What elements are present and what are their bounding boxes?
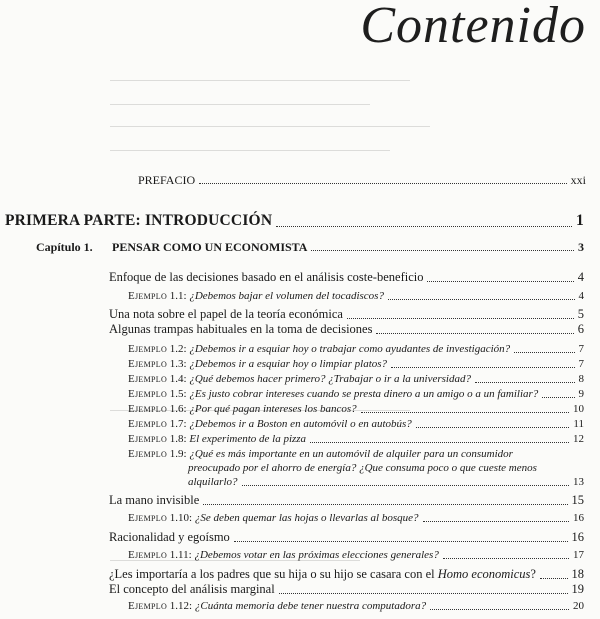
leader-dots bbox=[203, 504, 567, 505]
toc-part[interactable] bbox=[5, 213, 584, 229]
toc-section[interactable]: La mano invisible 15 bbox=[109, 493, 584, 507]
toc-example[interactable]: Ejemplo 1.8: El experimento de la pizza 12 bbox=[128, 433, 584, 445]
toc-page: 1 bbox=[576, 212, 584, 229]
leader-dots bbox=[347, 318, 574, 319]
toc-chapter[interactable] bbox=[36, 241, 584, 253]
leader-dots bbox=[416, 427, 570, 428]
toc-example[interactable]: Ejemplo 1.1: ¿Debemos bajar el volumen del tocadiscos? 4 bbox=[128, 290, 584, 302]
leader-dots bbox=[199, 183, 567, 184]
leader-dots bbox=[311, 250, 574, 251]
leader-dots bbox=[234, 541, 568, 542]
toc-preface[interactable] bbox=[138, 174, 586, 186]
leader-dots bbox=[427, 281, 573, 282]
leader-dots bbox=[310, 442, 569, 443]
toc-label: PRIMERA PARTE: INTRODUCCIÓN bbox=[5, 212, 273, 229]
leader-dots bbox=[430, 609, 569, 610]
toc-page: xxi bbox=[570, 173, 586, 187]
toc-example[interactable]: Ejemplo 1.5: ¿Es justo cobrar intereses cuando se presta dinero a un amigo o a un familiar? 9 bbox=[128, 388, 584, 400]
leader-dots bbox=[279, 593, 568, 594]
leader-dots bbox=[391, 367, 574, 368]
toc-section[interactable]: ¿Les importaría a los padres que su hija o su hijo se casara con el Homo economicus? 18 bbox=[109, 567, 584, 581]
toc-example[interactable]: Ejemplo 1.2: ¿Debemos ir a esquiar hoy o trabajar como ayudantes de investigación? 7 bbox=[128, 343, 584, 355]
leader-dots bbox=[276, 226, 572, 227]
leader-dots bbox=[514, 352, 574, 353]
leader-dots bbox=[361, 412, 569, 413]
leader-dots bbox=[542, 397, 574, 398]
leader-dots bbox=[242, 485, 569, 486]
leader-dots bbox=[443, 558, 569, 559]
toc-example[interactable]: Ejemplo 1.12: ¿Cuánta memoria debe tener nuestra computadora? 20 bbox=[128, 600, 584, 612]
toc-label: PREFACIO bbox=[138, 173, 196, 187]
toc-example[interactable]: Ejemplo 1.6: ¿Por qué pagan intereses los bancos? 10 bbox=[128, 403, 584, 415]
page-title: Contenido bbox=[360, 0, 586, 54]
toc-section[interactable]: Enfoque de las decisiones basado en el análisis coste-beneficio 4 bbox=[109, 270, 584, 284]
toc-example[interactable]: Ejemplo 1.4: ¿Qué debemos hacer primero? ¿Trabajar o ir a la universidad? 8 bbox=[128, 373, 584, 385]
toc-example[interactable]: Ejemplo 1.11: ¿Debemos votar en las próximas elecciones generales? 17 bbox=[128, 549, 584, 561]
toc-example[interactable]: Ejemplo 1.10: ¿Se deben quemar las hojas o llevarlas al bosque? 16 bbox=[128, 512, 584, 524]
toc-section[interactable]: Racionalidad y egoísmo 16 bbox=[109, 530, 584, 544]
leader-dots bbox=[376, 333, 573, 334]
leader-dots bbox=[540, 578, 568, 579]
leader-dots bbox=[475, 382, 575, 383]
toc-section[interactable]: El concepto del análisis marginal 19 bbox=[109, 582, 584, 596]
toc-page: 3 bbox=[578, 240, 584, 254]
toc-example-continuation[interactable]: alquilarlo? 13 bbox=[188, 476, 584, 488]
toc-section[interactable]: Una nota sobre el papel de la teoría económica 5 bbox=[109, 307, 584, 321]
toc-example[interactable]: Ejemplo 1.9: ¿Qué es más importante en un automóvil de alquiler para un consumidor preocupado por el ahorro de energía? ¿Que consuma poco o que cueste menos bbox=[128, 448, 537, 474]
toc-example[interactable]: Ejemplo 1.7: ¿Debemos ir a Boston en automóvil o en autobús? 11 bbox=[128, 418, 584, 430]
chapter-title: PENSAR COMO UN ECONOMISTA bbox=[112, 240, 308, 254]
toc-example[interactable]: Ejemplo 1.3: ¿Debemos ir a esquiar hoy o limpiar platos? 7 bbox=[128, 358, 584, 370]
leader-dots bbox=[388, 299, 575, 300]
leader-dots bbox=[423, 521, 569, 522]
toc-section[interactable]: Algunas trampas habituales en la toma de decisiones 6 bbox=[109, 322, 584, 336]
chapter-number: Capítulo 1. bbox=[36, 240, 93, 254]
